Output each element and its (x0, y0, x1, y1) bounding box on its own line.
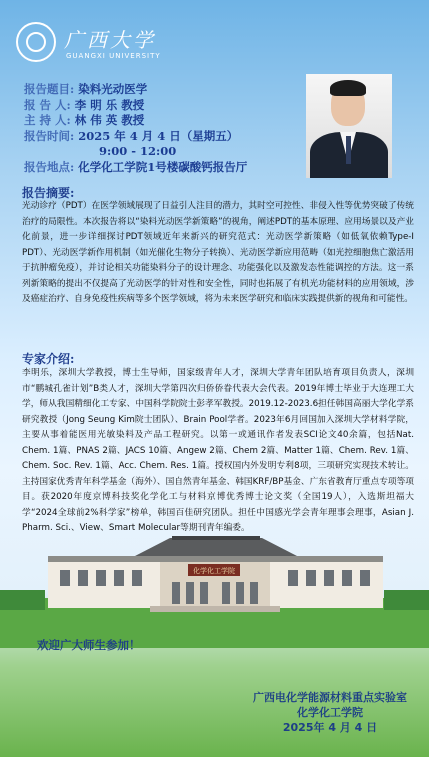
bio-text: 李明乐，深圳大学教授，博士生导师，国家级青年人才，深圳大学青年团队培育项目负责人，深圳市“鹏城孔雀计划”B类人才，深圳大学第四次归侨侨眷代表大会代表。2019年博士毕业于大连理工大学，师从我国精细化工专家、中国科学院院士彭孝军教授。2019.12-2023.6担任韩国高丽大学化学系研究教授（Jong Seung Kim院士团队）、Brain Pool学者。2023年6月回国加入深圳大学材料学院，主要从事着能医用光敏染料及产品工程研究。以第一或通讯作者发表SCI论文40余篇，包括Nat. Chem. 1篇、PNAS 2篇、JACS 10篇、Angew 2篇、Chem 2篇、Matter 1篇、Chem. Rev. 1篇、Chem. Soc. Rev. 1篇、Acc. Chem. Res. 1篇。授权国内外发明专利8项，三项研究实现技术转让。主持国家优秀青年科学基金（海外）、国自然青年基金、韩国KRF/BP基金、广东省教育厅重点专项等项目。获2020年度京博科技奖化学化工与材料京博优秀博士论文奖（全国19人），入选斯坦福大学“2024全球前2%科学家”榜单，韩国百佳研究团队。担任中国感光学会青年理事会理事，Asian J. Pharm. Sci.、View、Smart Molecular等期刊青年编委。 (22, 368, 414, 533)
logo-name-en: GUANGXI UNIVERSITY (66, 52, 161, 60)
venue-row (24, 160, 294, 176)
time-label: 报告时间: (24, 128, 75, 143)
topic-row (24, 82, 294, 98)
host-label: 主 持 人: (24, 113, 71, 127)
abstract-title: 报告摘要: (22, 186, 75, 200)
time-row (24, 129, 294, 145)
speaker-label: 报 告 人: (24, 97, 71, 112)
building-sign: 化学化工学院 (193, 567, 235, 575)
university-logo (16, 20, 166, 70)
building-illustration (0, 528, 429, 648)
speaker-photo (306, 74, 392, 178)
bio-title: 专家介绍: (22, 352, 75, 366)
topic-label: 报告题目: (24, 82, 75, 96)
welcome-text: 欢迎广大师生参加！ (37, 638, 141, 652)
abstract-text: 光动诊疗（PDT）在医学领域展现了日益引人注目的潜力，其时空可控性、非侵入性等优势突破了传统治疗的局限性。本次报告将以“染料光动医学新策略”的视角，阐述PDT的基本原理、应用场景以及产业化前景，进一步详细探讨PDT领域近年来新兴的研究范式：光动医学新策略（如低氧依赖Type-I PDT）、光动医学新作用机制（如光催化生物分子转换）、光动医学新应用范畴（如光控细胞焦亡激活用于抗肿瘤免疫），并讨论相关功能染料分子的设计理念、功能强化以及激发态性能调控的方法。这一系列新策略的提出不仅提高了光动医学的针对性和安全性，同时也拓展了有机光功能材料的应用领域，涉及癌症治疗、自身免疫性疾病等多个医学领域，将为未来医学研究和临床实践提供新的视角和可能性。 (22, 201, 414, 304)
organizer-school: 化学化工学院 (297, 706, 363, 719)
topic-value: 染料光动医学 (78, 82, 148, 96)
time-range: 9:00 - 12:00 (99, 144, 177, 158)
time-range-row (24, 144, 294, 160)
speaker-value: 李 明 乐 教授 (74, 97, 145, 112)
time-date: 2025 年 4 月 4 日（星期五） (78, 128, 239, 143)
logo-name-cn: 广西大学 (64, 28, 156, 52)
footer-date: 2025年 4 月 4 日 (282, 721, 378, 734)
venue-label: 报告地点: (24, 159, 75, 174)
talk-info (24, 82, 294, 175)
venue-value: 化学化工学院1号楼碳酸钙报告厅 (78, 159, 248, 174)
organizer-footer (253, 690, 407, 735)
host-row (24, 113, 294, 129)
host-value: 林 伟 英 教授 (74, 113, 145, 127)
university-emblem-icon (16, 22, 56, 62)
organizer-lab: 广西电化学能源材料重点实验室 (253, 691, 407, 704)
speaker-row (24, 98, 294, 114)
